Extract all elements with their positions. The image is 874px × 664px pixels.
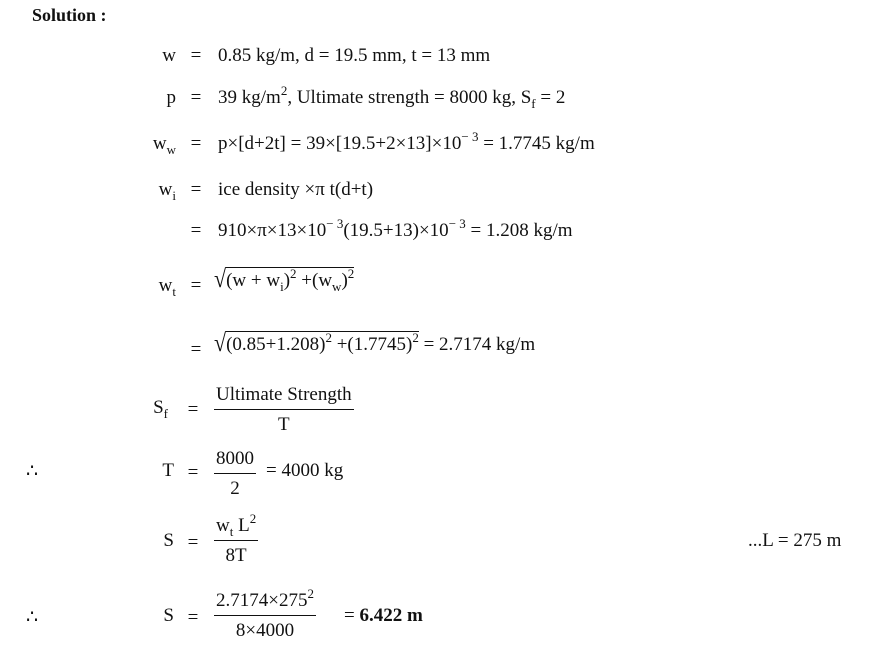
lhs-wt: $w_t$	[158, 275, 176, 299]
span-note: ...L = 275 m	[748, 530, 842, 551]
equals-sign: =	[190, 45, 202, 66]
equals-sign: =	[190, 220, 202, 241]
tension-fraction	[214, 448, 256, 500]
pressure-and-strength: 39 $kg/m^2$, Ultimate strength = 8000 kg, $S_f = 2$	[218, 83, 566, 111]
numerator: $w_t$ $L^2$	[216, 511, 257, 539]
ice-load-equation: $910\times\pi\times 13\times 10^{- 3}(19.5+13)\times 10^{- 3} = 1.208$ kg/m	[218, 216, 573, 241]
safety-factor-fraction	[214, 384, 354, 436]
numerator: $2.7174\times 275^2$	[214, 590, 316, 616]
equals-sign: =	[190, 339, 202, 360]
therefore-symbol: ∴	[26, 461, 39, 482]
equals-sign: =	[187, 532, 199, 553]
radicand: $(0.85+1.208)^2 +(1.7745)^2$	[226, 330, 419, 355]
ice-load-formula: ice density ×π t(d+t)	[218, 179, 374, 200]
total-load-equation: $√(0.85+1.208)^2 +(1.7745)^2 = 2.7174$ kg/m	[214, 328, 536, 357]
numerator: 8000	[214, 448, 256, 474]
equals-sign: =	[190, 133, 202, 154]
equals-sign: =	[190, 179, 202, 200]
equals-sign: =	[187, 607, 199, 628]
equals-sign: =	[187, 462, 199, 483]
tension-result: = 4000 kg	[266, 460, 344, 481]
total-load-formula	[214, 264, 355, 294]
radical-sign: √	[214, 328, 227, 357]
lhs-w: w	[162, 45, 176, 66]
lhs-S: S	[163, 530, 174, 551]
lhs-S: S	[163, 605, 174, 626]
lhs-wi: $w_i$	[158, 179, 176, 203]
equals-sign: =	[190, 275, 202, 296]
lhs-ww: $w_w$	[152, 133, 176, 157]
numerator: Ultimate Strength	[214, 384, 354, 410]
radical-sign: √	[214, 264, 227, 293]
sag-calc-fraction	[214, 586, 316, 642]
wind-load-equation: $p\times[d+2t] = 39\times[19.5+2\times 13]\times 10^{- 3} = 1.7745$ kg/m	[218, 129, 595, 154]
solution-heading: Solution :	[32, 5, 107, 25]
given-values: 0.85 kg/m, d = 19.5 mm, t = 13 mm	[218, 45, 491, 66]
denominator: 8T	[225, 545, 247, 566]
denominator: 8×4000	[235, 620, 295, 641]
sag-formula-fraction	[214, 511, 258, 567]
denominator: 2	[230, 478, 240, 499]
lhs-p: p	[166, 87, 176, 108]
therefore-symbol: ∴	[26, 607, 39, 628]
sag-value: 6.422 m	[359, 605, 423, 626]
denominator: T	[278, 414, 290, 435]
equals-sign: =	[187, 399, 199, 420]
sag-result: = 6.422 m	[344, 605, 423, 626]
radicand: $(w + w_i)^2 +(w_w)^2$	[226, 266, 355, 294]
equals-sign: =	[190, 87, 202, 108]
lhs-sf: $S_f$	[153, 397, 168, 421]
lhs-T: T	[162, 460, 174, 481]
